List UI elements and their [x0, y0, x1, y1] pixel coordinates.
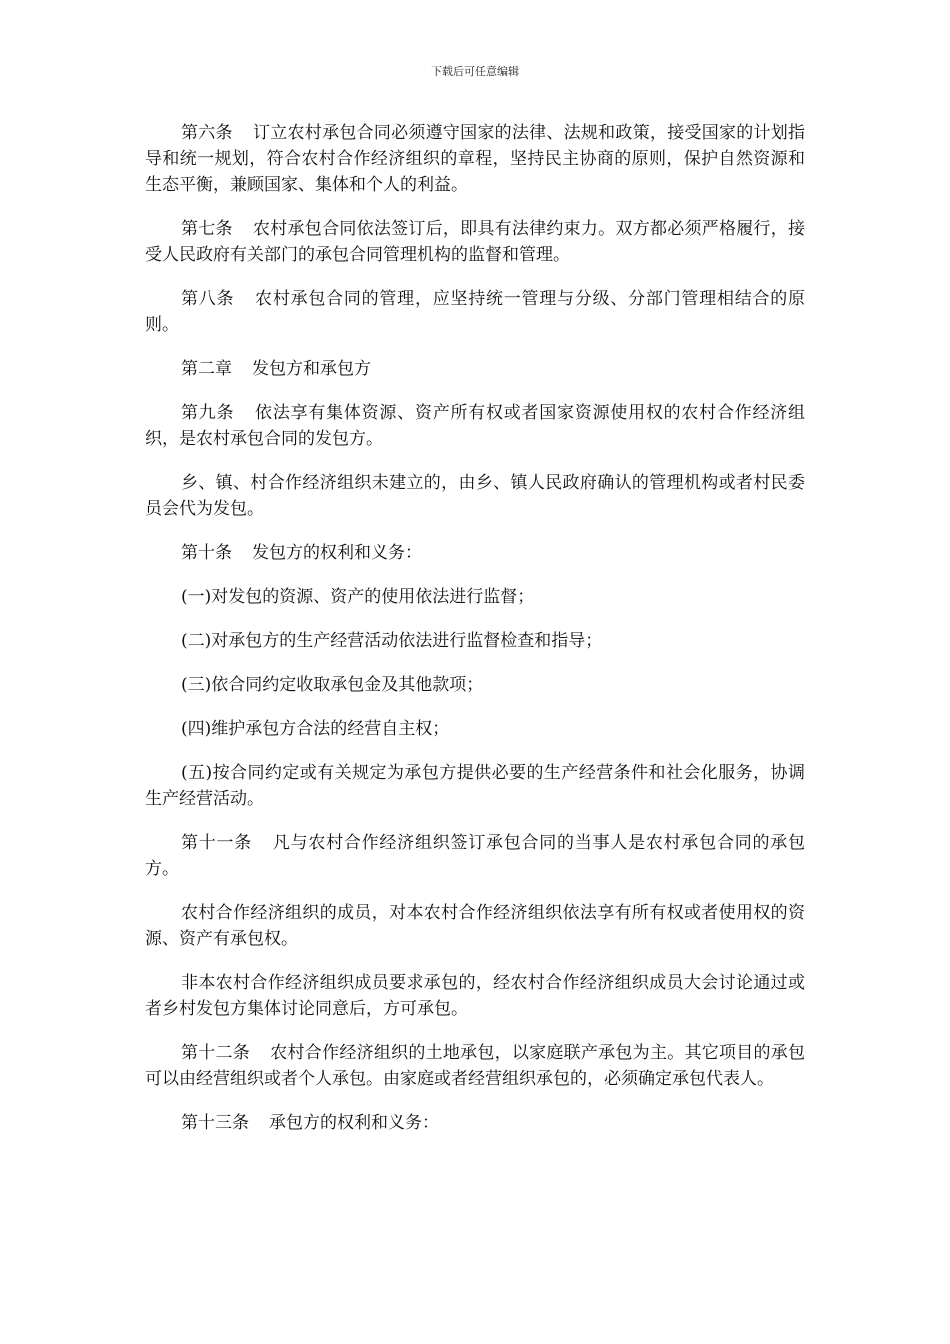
- article-11: [145, 830, 805, 882]
- article-text: 承包方的权利和义务：: [269, 1113, 439, 1133]
- article-label: 第十二条: [181, 1043, 251, 1063]
- article-13: [145, 1110, 805, 1136]
- chapter-2-heading: [145, 356, 805, 382]
- article-text: 依法享有集体资源、资产所有权或者国家资源使用权的农村合作经济组织，是农村承包合同的发包方。: [145, 403, 806, 449]
- article-label: 第八条: [181, 289, 235, 309]
- article-11-paragraph-2: 农村合作经济组织的成员，对本农村合作经济组织依法享有所有权或者使用权的资源、资产有承包权。: [145, 903, 805, 949]
- list-item-3: (三)依合同约定收取承包金及其他款项；: [181, 675, 484, 695]
- list-item-5: (五)按合同约定或有关规定为承包方提供必要的生产经营条件和社会化服务，协调生产经营活动。: [145, 763, 805, 809]
- article-text: 凡与农村合作经济组织签订承包合同的当事人是农村承包合同的承包方。: [145, 833, 806, 879]
- article-8: [145, 286, 805, 338]
- article-label: 第六条: [181, 123, 233, 143]
- article-text: 发包方的权利和义务：: [252, 543, 422, 563]
- article-11-paragraph-3: 非本农村合作经济组织成员要求承包的，经农村合作经济组织成员大会讨论通过或者乡村发包方集体讨论同意后，方可承包。: [145, 973, 805, 1019]
- list-item-1: (一)对发包的资源、资产的使用依法进行监督；: [181, 587, 535, 607]
- article-9-paragraph-2: 乡、镇、村合作经济组织未建立的，由乡、镇人民政府确认的管理机构或者村民委员会代为发包。: [145, 473, 805, 519]
- chapter-title: 发包方和承包方: [252, 359, 371, 379]
- list-item-2: (二)对承包方的生产经营活动依法进行监督检查和指导；: [181, 631, 603, 651]
- article-9: [145, 400, 805, 452]
- article-label: 第七条: [181, 219, 233, 239]
- article-label: 第十三条: [181, 1113, 249, 1133]
- article-10: [145, 540, 805, 566]
- page-header-note: 下载后可任意编辑: [431, 65, 519, 78]
- document-body: [145, 120, 805, 1154]
- article-12: [145, 1040, 805, 1092]
- article-text: 农村合作经济组织的土地承包，以家庭联产承包为主。其它项目的承包可以由经营组织或者个人承包。由家庭或者经营组织承包的，必须确定承包代表人。: [145, 1043, 806, 1089]
- article-label: 第十一条: [181, 833, 253, 853]
- article-6: [145, 120, 805, 198]
- article-text: 农村承包合同依法签订后，即具有法律约束力。双方都必须严格履行，接受人民政府有关部门的承包合同管理机构的监督和管理。: [145, 219, 806, 265]
- article-label: 第十条: [181, 543, 232, 563]
- article-text: 农村承包合同的管理，应坚持统一管理与分级、分部门管理相结合的原则。: [145, 289, 806, 335]
- article-7: [145, 216, 805, 268]
- chapter-label: 第二章: [181, 359, 232, 379]
- article-label: 第九条: [181, 403, 235, 423]
- list-item-4: (四)维护承包方合法的经营自主权；: [181, 719, 450, 739]
- article-text: 订立农村承包合同必须遵守国家的法律、法规和政策，接受国家的计划指导和统一规划，符合农村合作经济组织的章程，坚持民主协商的原则，保护自然资源和生态平衡，兼顾国家、集体和个人的利益。: [145, 123, 806, 195]
